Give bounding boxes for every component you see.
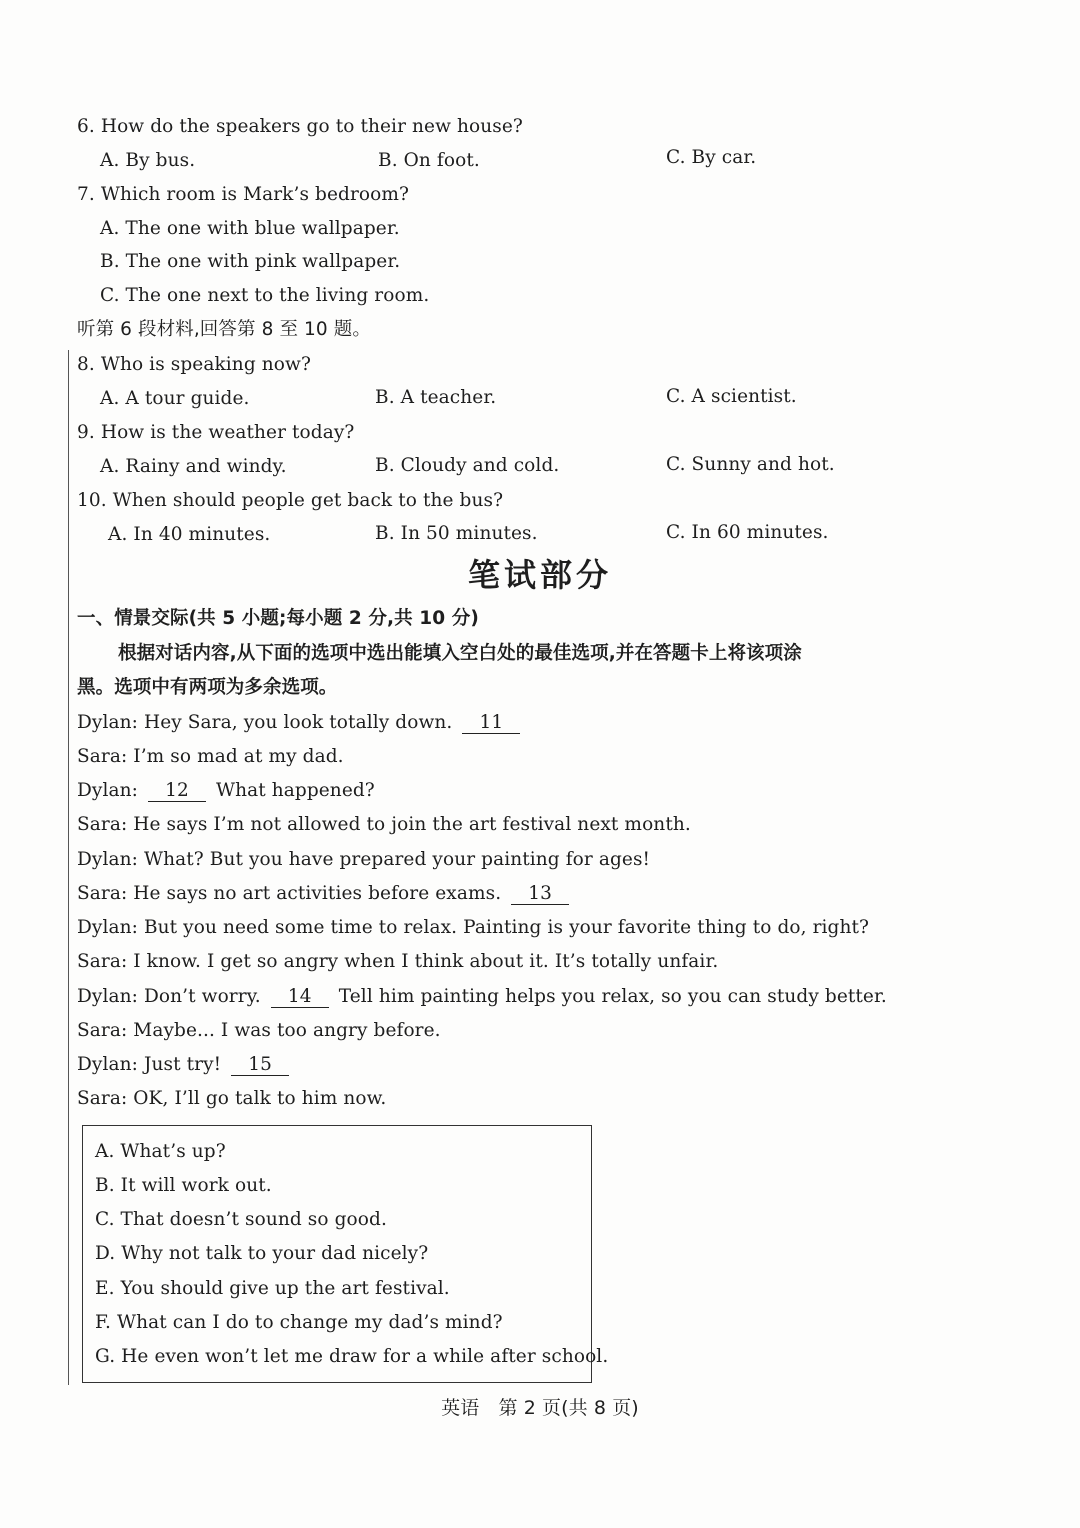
dialogue-line: Dylan: But you need some time to relax. Painting is your favorite thing to do, right? <box>77 917 870 938</box>
question-8-option-c: C. A scientist. <box>666 386 797 407</box>
question-6-option-b: B. On foot. <box>378 150 480 171</box>
dialogue-line: Sara: Maybe... I was too angry before. <box>77 1020 441 1041</box>
option-e: E. You should give up the art festival. <box>95 1278 450 1299</box>
question-10-option-c: C. In 60 minutes. <box>666 522 829 543</box>
option-f: F. What can I do to change my dad’s mind? <box>95 1312 503 1333</box>
option-d: D. Why not talk to your dad nicely? <box>95 1243 429 1264</box>
question-10-option-a: A. In 40 minutes. <box>108 524 271 545</box>
question-7-option-c: C. The one next to the living room. <box>100 285 430 306</box>
dialogue-line <box>77 711 524 735</box>
answer-blank-13: 13 <box>511 884 569 905</box>
answer-blank-15: 15 <box>231 1055 289 1076</box>
question-9-option-c: C. Sunny and hot. <box>666 454 835 475</box>
dialogue-line <box>77 882 573 906</box>
dialogue-line: Dylan: What? But you have prepared your painting for ages! <box>77 849 651 870</box>
binding-margin-line <box>68 350 69 1385</box>
dialogue-line <box>77 779 375 803</box>
dialogue-line: Sara: I know. I get so angry when I think about it. It’s totally unfair. <box>77 951 719 972</box>
dialogue-text: Dylan: <box>77 780 138 801</box>
question-6-option-a: A. By bus. <box>100 150 196 171</box>
question-10-stem: 10. When should people get back to the bus? <box>77 490 504 511</box>
page-footer: 英语 第 2 页(共 8 页) <box>441 1397 639 1419</box>
question-8-stem: 8. Who is speaking now? <box>77 354 311 375</box>
section-heading: 一、情景交际(共 5 小题;每小题 2 分,共 10 分) <box>77 608 479 629</box>
dialogue-text: Dylan: Don’t worry. <box>77 986 261 1007</box>
question-7-option-b: B. The one with pink wallpaper. <box>100 251 401 272</box>
question-7-stem: 7. Which room is Mark’s bedroom? <box>77 184 410 205</box>
instruction-line-2: 黑。选项中有两项为多余选项。 <box>77 677 338 698</box>
dialogue-text: Sara: He says no art activities before exams. <box>77 883 502 904</box>
written-section-title: 笔试部分 <box>467 556 612 594</box>
option-a: A. What’s up? <box>95 1141 226 1162</box>
dialogue-line: Sara: He says I’m not allowed to join the art festival next month. <box>77 814 691 835</box>
dialogue-text: Dylan: Just try! <box>77 1054 222 1075</box>
question-8-option-b: B. A teacher. <box>375 387 497 408</box>
dialogue-line <box>77 985 887 1009</box>
section-6-instruction: 听第 6 段材料,回答第 8 至 10 题。 <box>77 319 371 340</box>
dialogue-text: Dylan: Hey Sara, you look totally down. <box>77 712 453 733</box>
instruction-line-1: 根据对话内容,从下面的选项中选出能填入空白处的最佳选项,并在答题卡上将该项涂 <box>118 643 802 664</box>
dialogue-line <box>77 1053 293 1077</box>
answer-blank-14: 14 <box>271 987 329 1008</box>
question-8-option-a: A. A tour guide. <box>100 388 250 409</box>
option-c: C. That doesn’t sound so good. <box>95 1209 387 1230</box>
question-6-stem: 6. How do the speakers go to their new house? <box>77 116 523 137</box>
dialogue-text: Tell him painting helps you relax, so you can study better. <box>338 986 887 1007</box>
answer-blank-11: 11 <box>462 713 520 734</box>
question-6-option-c: C. By car. <box>666 147 757 168</box>
option-g: G. He even won’t let me draw for a while after school. <box>95 1346 609 1367</box>
dialogue-line: Sara: I’m so mad at my dad. <box>77 746 344 767</box>
option-b: B. It will work out. <box>95 1175 272 1196</box>
dialogue-text: What happened? <box>215 780 375 801</box>
answer-blank-12: 12 <box>148 781 206 802</box>
question-9-option-b: B. Cloudy and cold. <box>375 455 560 476</box>
dialogue-line: Sara: OK, I’ll go talk to him now. <box>77 1088 387 1109</box>
question-9-option-a: A. Rainy and windy. <box>100 456 287 477</box>
question-10-option-b: B. In 50 minutes. <box>375 523 538 544</box>
question-9-stem: 9. How is the weather today? <box>77 422 355 443</box>
question-7-option-a: A. The one with blue wallpaper. <box>100 218 400 239</box>
